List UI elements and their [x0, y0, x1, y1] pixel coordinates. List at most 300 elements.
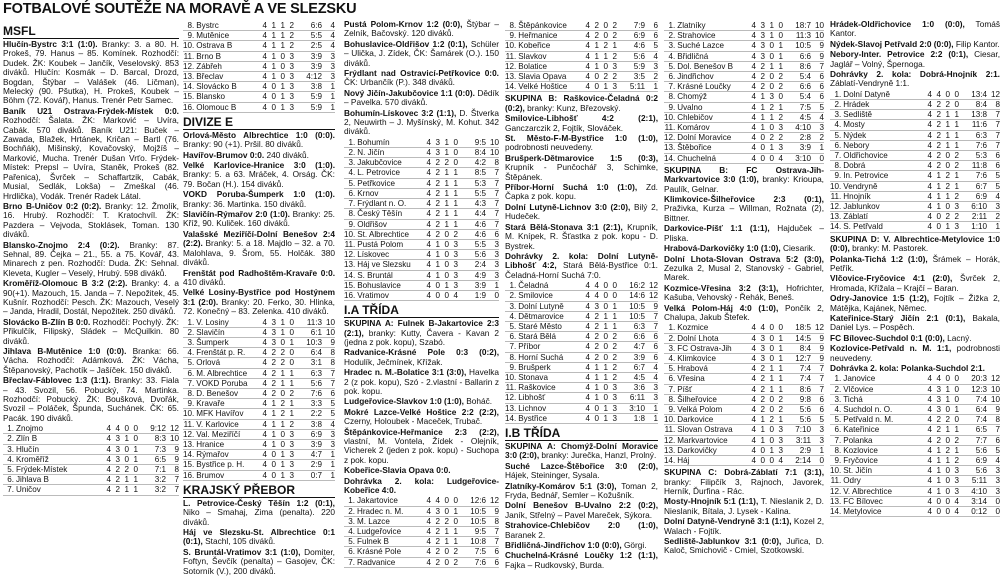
rank-cell: 9.: [664, 102, 677, 112]
wins-cell: 2: [756, 72, 765, 82]
wins-cell: 3: [267, 318, 276, 328]
column-4: [505, 20, 659, 570]
score-cell: 18:5: [783, 323, 811, 333]
match-report: Stará Bělá-Stonava 3:1 (2:1), Krupník, M. Knípek, R. Šťastka z pok. kopu - D. Bystrek.: [505, 221, 658, 251]
section-heading: MSFL: [3, 25, 179, 39]
team-cell: Zlín B: [16, 434, 102, 444]
draws-cell: 0: [599, 21, 608, 31]
table-row: [830, 100, 1000, 110]
score-cell: 0:7: [294, 470, 322, 480]
draws-cell: 0: [599, 393, 608, 403]
team-cell: Blansko: [196, 92, 258, 102]
losses-cell: 1: [774, 353, 783, 363]
score-cell: 10:5: [458, 506, 486, 516]
played-cell: 4: [581, 403, 590, 413]
wins-cell: 1: [932, 486, 941, 496]
played-cell: 4: [747, 374, 756, 384]
match-report: Havířov-Brumov 0:0. 240 diváků.: [183, 149, 309, 160]
played-cell: 4: [581, 281, 590, 291]
score-cell: 6:9: [617, 31, 645, 41]
rank-cell: 9.: [664, 404, 677, 414]
table-row: [830, 151, 1000, 161]
match-report: Klimkovice-Šilheřovice 2:3 (0:1), Praživka, Kurza – Willman, Rožnata (2), Bittner.: [664, 194, 824, 223]
losses-cell: 3: [449, 260, 458, 270]
losses-cell: 1: [774, 364, 783, 374]
draws-cell: 1: [276, 92, 285, 102]
points-cell: 7: [987, 120, 1000, 130]
played-cell: 4: [422, 158, 431, 168]
rank-cell: 8.: [664, 92, 677, 102]
losses-cell: 1: [950, 171, 959, 181]
wins-cell: 0: [756, 143, 765, 153]
team-cell: Kozmice: [677, 323, 747, 333]
wins-cell: 1: [756, 415, 765, 425]
score-cell: 3:14: [959, 496, 987, 506]
rank-cell: 7.: [664, 82, 677, 92]
team-cell: Uvalno: [677, 102, 747, 112]
team-cell: Bystřice: [518, 413, 581, 423]
table-row: [344, 138, 499, 148]
match-report: Kozmice-Vřesina 3:2 (3:1), Hofrichter, Kašuba, Vehovský - Řehák, Beneš.: [664, 282, 824, 303]
rank-cell: 10.: [830, 466, 842, 476]
table-row: [505, 352, 658, 362]
rank-cell: 14.: [183, 82, 195, 92]
played-cell: 4: [581, 61, 590, 71]
rank-cell: 4.: [183, 348, 196, 358]
wins-cell: 4: [431, 496, 440, 506]
table-row: [830, 222, 1000, 232]
rank-cell: 13.: [830, 496, 842, 506]
team-cell: Hranice: [196, 439, 258, 449]
draws-cell: 2: [599, 72, 608, 82]
rank-cell: 14.: [664, 153, 676, 163]
match-report: Brušperk-Dětmarovice 1:5 (0:3), Krupník - Punčochář 3, Schimke, Štěpánek.: [505, 152, 658, 182]
table-row: [664, 323, 824, 333]
losses-cell: 1: [774, 102, 783, 112]
match-report: SKUPINA B: FC Ostrava-Jih-Markvartovice 3:0 (1:0), branky: Krioupa, Paulík, Gelnar.: [664, 164, 824, 194]
score-cell: 9:12: [138, 424, 166, 434]
table-row: [664, 374, 824, 384]
draws-cell: 0: [941, 151, 950, 161]
match-report: Dolní Datyně-Vendryně 3:1 (1:1), Kozel 2, Walach - Fojtík.: [664, 516, 824, 536]
rank-cell: 4.: [830, 120, 843, 130]
played-cell: 4: [581, 41, 590, 51]
draws-cell: 1: [276, 82, 285, 92]
match-reports: [3, 40, 179, 423]
played-cell: 4: [102, 444, 111, 454]
losses-cell: 2: [950, 456, 959, 466]
section-heading: DIVIZE E: [183, 116, 335, 130]
points-cell: 0: [811, 455, 824, 465]
rank-cell: 5.: [830, 415, 843, 425]
team-cell: Heřmanice: [518, 31, 581, 41]
draws-cell: 1: [120, 434, 129, 444]
draws-cell: 0: [765, 41, 774, 51]
played-cell: 4: [422, 209, 431, 219]
wins-cell: 1: [756, 112, 765, 122]
match-report: Chuchelná-Krásné Loučky 1:2 (1:1), Fajka – Rudkovský, Burda.: [505, 550, 658, 570]
draws-cell: 2: [440, 516, 449, 526]
played-cell: 4: [102, 485, 111, 495]
match-report: Dohrávky 2. kola: Dolní Lutyně-Libhošť 4:2, Stará Bělá-Bystřice 0:1. Čeladná-Horní Suchá 7:0.: [505, 250, 658, 280]
score-cell: 3:9: [294, 61, 322, 71]
wins-cell: 0: [590, 413, 599, 423]
rank-cell: 9.: [505, 362, 518, 372]
draws-cell: 2: [941, 171, 950, 181]
rank-cell: 3.: [344, 516, 357, 526]
standings-table: [664, 323, 824, 466]
wins-cell: 1: [932, 202, 941, 212]
table-row: [344, 516, 499, 526]
losses-cell: 1: [950, 140, 959, 150]
wins-cell: 1: [756, 123, 765, 133]
wins-cell: 2: [932, 435, 941, 445]
losses-cell: 0: [449, 516, 458, 526]
match-reports: [183, 131, 335, 317]
points-cell: 10: [166, 434, 179, 444]
score-cell: 5:9: [617, 61, 645, 71]
wins-cell: 2: [932, 161, 941, 171]
team-cell: Český Těšín: [357, 209, 422, 219]
table-row: [505, 61, 658, 71]
table-row: [505, 31, 658, 41]
table-row: [183, 72, 335, 82]
match-report: Frýdlant nad Ostravicí-Petřkovice 0:0. ČK: Urbančík (P.). 348 diváků.: [344, 68, 499, 88]
played-cell: 4: [258, 82, 267, 92]
table-row: [664, 82, 824, 92]
rank-cell: 4.: [344, 527, 357, 537]
points-cell: 9: [486, 506, 499, 516]
points-cell: 1: [645, 403, 658, 413]
draws-cell: 0: [440, 290, 449, 300]
played-cell: 4: [581, 352, 590, 362]
played-cell: 4: [923, 435, 932, 445]
match-report: SKUPINA A: Fulnek B-Jakartovice 2:3 (2:1), branky: Kutty, Čavera - Kavan 2 (jedna z pok. kopu), Szabó.: [344, 318, 499, 347]
team-cell: Metylovice: [843, 507, 923, 517]
draws-cell: 1: [276, 368, 285, 378]
points-cell: 6: [987, 435, 1000, 445]
played-cell: 4: [581, 301, 590, 311]
wins-cell: 1: [590, 393, 599, 403]
match-report: Sedliště-Jablunkov 3:1 (0:0), Juřica, D. Kaloč, Smichovič - Cmiel, Szotkowski.: [664, 536, 824, 556]
team-cell: Jakartovice: [357, 496, 422, 506]
draws-cell: 2: [765, 133, 774, 143]
points-cell: 10: [486, 138, 499, 148]
played-cell: 4: [923, 496, 932, 506]
match-report: Nýdek-Slavoj Petřvald 2:0 (0:0), Filip Kantor.: [830, 38, 1000, 49]
losses-cell: 3: [774, 445, 783, 455]
points-cell: 7: [486, 168, 499, 178]
score-cell: 3:9: [294, 439, 322, 449]
score-cell: 10:5: [617, 301, 645, 311]
column-6: [830, 20, 1000, 566]
losses-cell: 1: [449, 506, 458, 516]
score-cell: 7:3: [138, 444, 166, 454]
played-cell: 4: [422, 229, 431, 239]
rank-cell: 2.: [183, 327, 196, 337]
table-row: [183, 102, 335, 112]
rank-cell: 5.: [664, 364, 677, 374]
points-cell: 7: [811, 61, 824, 71]
points-cell: 7: [486, 209, 499, 219]
score-cell: 4:4: [458, 209, 486, 219]
points-cell: 9: [811, 41, 824, 51]
score-cell: 13:4: [959, 90, 987, 100]
team-cell: Šumperk: [196, 337, 258, 347]
wins-cell: 2: [932, 130, 941, 140]
team-cell: Nebory: [843, 140, 923, 150]
draws-cell: 1: [941, 110, 950, 120]
draws-cell: 0: [765, 72, 774, 82]
draws-cell: 1: [765, 445, 774, 455]
losses-cell: 2: [774, 133, 783, 143]
played-cell: 4: [581, 72, 590, 82]
points-cell: 3: [322, 439, 335, 449]
losses-cell: 4: [449, 290, 458, 300]
played-cell: 4: [923, 120, 932, 130]
points-cell: 10: [987, 384, 1000, 394]
wins-cell: 2: [431, 199, 440, 209]
score-cell: 5:6: [959, 466, 987, 476]
losses-cell: 2: [285, 388, 294, 398]
played-cell: 4: [747, 435, 756, 445]
losses-cell: 1: [129, 485, 138, 495]
losses-cell: 1: [950, 120, 959, 130]
table-row: [183, 460, 335, 470]
points-cell: 5: [322, 409, 335, 419]
played-cell: 4: [923, 161, 932, 171]
team-cell: Bystřice p. H.: [196, 460, 258, 470]
match-report: Břeclav-Fáblovec 1:3 (1:1). Branky: 33. Fiala – 43. Svozil, 56. Pobucký, 74. Martinka. Rozhodčí: Pobucký. ŽK: Boušková, Dvořák, Svozil – Poláček, Špunda, Suchánek. ČK: 65. Pacák. 190 diváků.: [3, 375, 179, 423]
points-cell: 8: [166, 465, 179, 475]
match-report: Kozlovice-Petřvald n. M. 1:1, podrobnosti neuvedeny.: [830, 343, 1000, 363]
team-cell: FC Ostrava-Jih: [677, 343, 747, 353]
draws-cell: 1: [765, 143, 774, 153]
wins-cell: 4: [111, 424, 120, 434]
losses-cell: 2: [608, 362, 617, 372]
wins-cell: 0: [932, 496, 941, 506]
losses-cell: 2: [449, 557, 458, 567]
team-cell: Velké Hoštice: [518, 82, 581, 92]
table-row: [830, 415, 1000, 425]
section-heading: KRAJSKÝ PŘEBOR: [183, 484, 335, 498]
team-cell: Polanka: [843, 435, 923, 445]
team-cell: Stonava: [518, 372, 581, 382]
losses-cell: 2: [285, 41, 294, 51]
match-report: Blansko-Znojmo 2:4 (0:2). Branky: 87. Sehnal, 89. Čejka – 21., 55. a 75. Kovář, 43. Minarech z pen. Rozhodčí: Duda. ŽK: Sehnal. Kleveta, Kugler – Veselý, Hrubý. 598 diváků.: [3, 239, 179, 278]
team-cell: Píšť: [677, 384, 747, 394]
losses-cell: 2: [608, 372, 617, 382]
draws-cell: 1: [599, 82, 608, 92]
played-cell: 4: [258, 419, 267, 429]
wins-cell: 0: [267, 450, 276, 460]
played-cell: 4: [581, 82, 590, 92]
points-cell: 12: [987, 90, 1000, 100]
table-row: [664, 143, 824, 153]
wins-cell: 2: [431, 188, 440, 198]
team-cell: Kateřinice: [843, 425, 923, 435]
wins-cell: 3: [756, 51, 765, 61]
played-cell: 4: [923, 415, 932, 425]
losses-cell: 3: [608, 413, 617, 423]
rank-cell: 11.: [830, 476, 842, 486]
match-report: Ludgeřovice-Slavkov 1:0 (1:0), Boháč.: [344, 396, 493, 407]
rank-cell: 1.: [664, 323, 677, 333]
rank-cell: 11.: [505, 383, 517, 393]
rank-cell: 16.: [344, 290, 356, 300]
table-row: [505, 321, 658, 331]
rank-cell: 11.: [344, 239, 356, 249]
played-cell: 4: [258, 378, 267, 388]
draws-cell: 0: [765, 82, 774, 92]
losses-cell: 3: [285, 439, 294, 449]
losses-cell: 3: [285, 61, 294, 71]
rank-cell: 16.: [183, 102, 195, 112]
points-cell: 12: [166, 424, 179, 434]
team-cell: M. Albrechtice: [196, 368, 258, 378]
rank-cell: 9.: [830, 456, 843, 466]
rank-cell: 6.: [344, 188, 357, 198]
wins-cell: 1: [267, 21, 276, 31]
wins-cell: 2: [431, 178, 440, 188]
table-row: [344, 158, 499, 168]
draws-cell: 1: [941, 384, 950, 394]
points-cell: 9: [987, 404, 1000, 414]
losses-cell: 1: [608, 311, 617, 321]
losses-cell: 1: [449, 199, 458, 209]
score-cell: 1:8: [617, 413, 645, 423]
rank-cell: 1.: [183, 318, 196, 328]
points-cell: 4: [322, 21, 335, 31]
score-cell: 12:7: [783, 353, 811, 363]
rank-cell: 2.: [3, 434, 16, 444]
rank-cell: 13.: [183, 72, 195, 82]
wins-cell: 4: [590, 281, 599, 291]
rank-cell: 9.: [505, 31, 518, 41]
table-row: [183, 439, 335, 449]
wins-cell: 0: [267, 82, 276, 92]
table-row: [505, 342, 658, 352]
team-cell: Komárov: [677, 123, 747, 133]
draws-cell: 1: [765, 384, 774, 394]
draws-cell: 0: [941, 507, 950, 517]
losses-cell: 2: [774, 72, 783, 82]
table-row: [664, 455, 824, 465]
team-cell: Stará Bělá: [518, 332, 581, 342]
losses-cell: 3: [950, 466, 959, 476]
team-cell: Fryčovice: [843, 456, 923, 466]
wins-cell: 2: [431, 158, 440, 168]
losses-cell: 2: [608, 332, 617, 342]
draws-cell: 0: [599, 31, 608, 41]
team-cell: Bohuslavice: [357, 280, 422, 290]
played-cell: 4: [923, 90, 932, 100]
wins-cell: 0: [932, 222, 941, 232]
section-heading: I.B TŘÍDA: [505, 427, 658, 441]
team-cell: Oldřichovice: [843, 151, 923, 161]
score-cell: 5:6: [783, 415, 811, 425]
draws-cell: 1: [599, 413, 608, 423]
draws-cell: 0: [599, 332, 608, 342]
wins-cell: 1: [932, 171, 941, 181]
match-report: Brno B-Uničov 0:2 (0:2). Branky: 12. Žmolík, 16. Hrubý. Rozhodčí: T. Kratochvíl. ŽK: Pazdera – Vejvoda, Stoklásek, Toman. 130 diváků.: [3, 200, 179, 240]
wins-cell: 1: [932, 181, 941, 191]
match-reports: [505, 442, 658, 570]
wins-cell: 1: [932, 445, 941, 455]
wins-cell: 2: [590, 21, 599, 31]
points-cell: 8: [322, 348, 335, 358]
points-cell: 6: [811, 82, 824, 92]
score-cell: 8:4: [959, 100, 987, 110]
wins-cell: 2: [932, 425, 941, 435]
rank-cell: 14.: [830, 222, 842, 232]
team-cell: Dobrá: [843, 161, 923, 171]
losses-cell: 4: [950, 507, 959, 517]
table-row: [344, 219, 499, 229]
losses-cell: 0: [129, 465, 138, 475]
points-cell: 3: [987, 486, 1000, 496]
table-row: [830, 191, 1000, 201]
wins-cell: 0: [267, 460, 276, 470]
team-cell: Uničov: [16, 485, 102, 495]
wins-cell: 2: [756, 404, 765, 414]
match-report: Bohumín-Lískovec 3:2 (1:1), D. Štverka 2, Neuwirth – J. Myšínský, M. Kohut. 342 diváků.: [344, 107, 499, 137]
table-row: [830, 425, 1000, 435]
standings-table: [505, 21, 658, 92]
team-cell: Nýdek: [843, 130, 923, 140]
points-cell: 5: [811, 102, 824, 112]
draws-cell: 0: [276, 439, 285, 449]
team-cell: Staré Město: [518, 321, 581, 331]
team-cell: Hnojník: [843, 191, 923, 201]
table-row: [664, 92, 824, 102]
draws-cell: 0: [765, 425, 774, 435]
draws-cell: 1: [941, 120, 950, 130]
draws-cell: 1: [276, 419, 285, 429]
played-cell: 4: [258, 460, 267, 470]
draws-cell: 1: [765, 21, 774, 31]
played-cell: 4: [422, 516, 431, 526]
played-cell: 4: [923, 151, 932, 161]
match-report: Kateřinice-Starý Jičín 2:1 (0:1), Bakala, Daniel Lys. – Pospěch.: [830, 312, 1000, 333]
wins-cell: 1: [590, 51, 599, 61]
table-row: [830, 456, 1000, 466]
score-cell: 4:6: [458, 229, 486, 239]
rank-cell: 3.: [830, 110, 843, 120]
team-cell: VOKD Poruba: [196, 378, 258, 388]
losses-cell: 1: [449, 168, 458, 178]
draws-cell: 2: [941, 415, 950, 425]
played-cell: 4: [258, 31, 267, 41]
losses-cell: 3: [774, 435, 783, 445]
losses-cell: 3: [608, 82, 617, 92]
played-cell: 4: [258, 318, 267, 328]
rank-cell: 10.: [183, 409, 195, 419]
wins-cell: 3: [431, 148, 440, 158]
wins-cell: 2: [932, 100, 941, 110]
wins-cell: 1: [756, 92, 765, 102]
score-cell: 11:6: [959, 120, 987, 130]
wins-cell: 2: [111, 475, 120, 485]
match-report: Dohrávky 2. kola: Dobrá-Hnojník 2:1. Záblatí-Vendryně 1:1.: [830, 69, 1000, 89]
match-report: Kobeřice-Slavia Opava 0:0.: [344, 465, 451, 476]
team-cell: Štěbořice: [677, 143, 747, 153]
table-row: [3, 444, 179, 454]
draws-cell: 1: [440, 188, 449, 198]
played-cell: 4: [747, 112, 756, 122]
table-row: [664, 415, 824, 425]
wins-cell: 0: [590, 403, 599, 413]
